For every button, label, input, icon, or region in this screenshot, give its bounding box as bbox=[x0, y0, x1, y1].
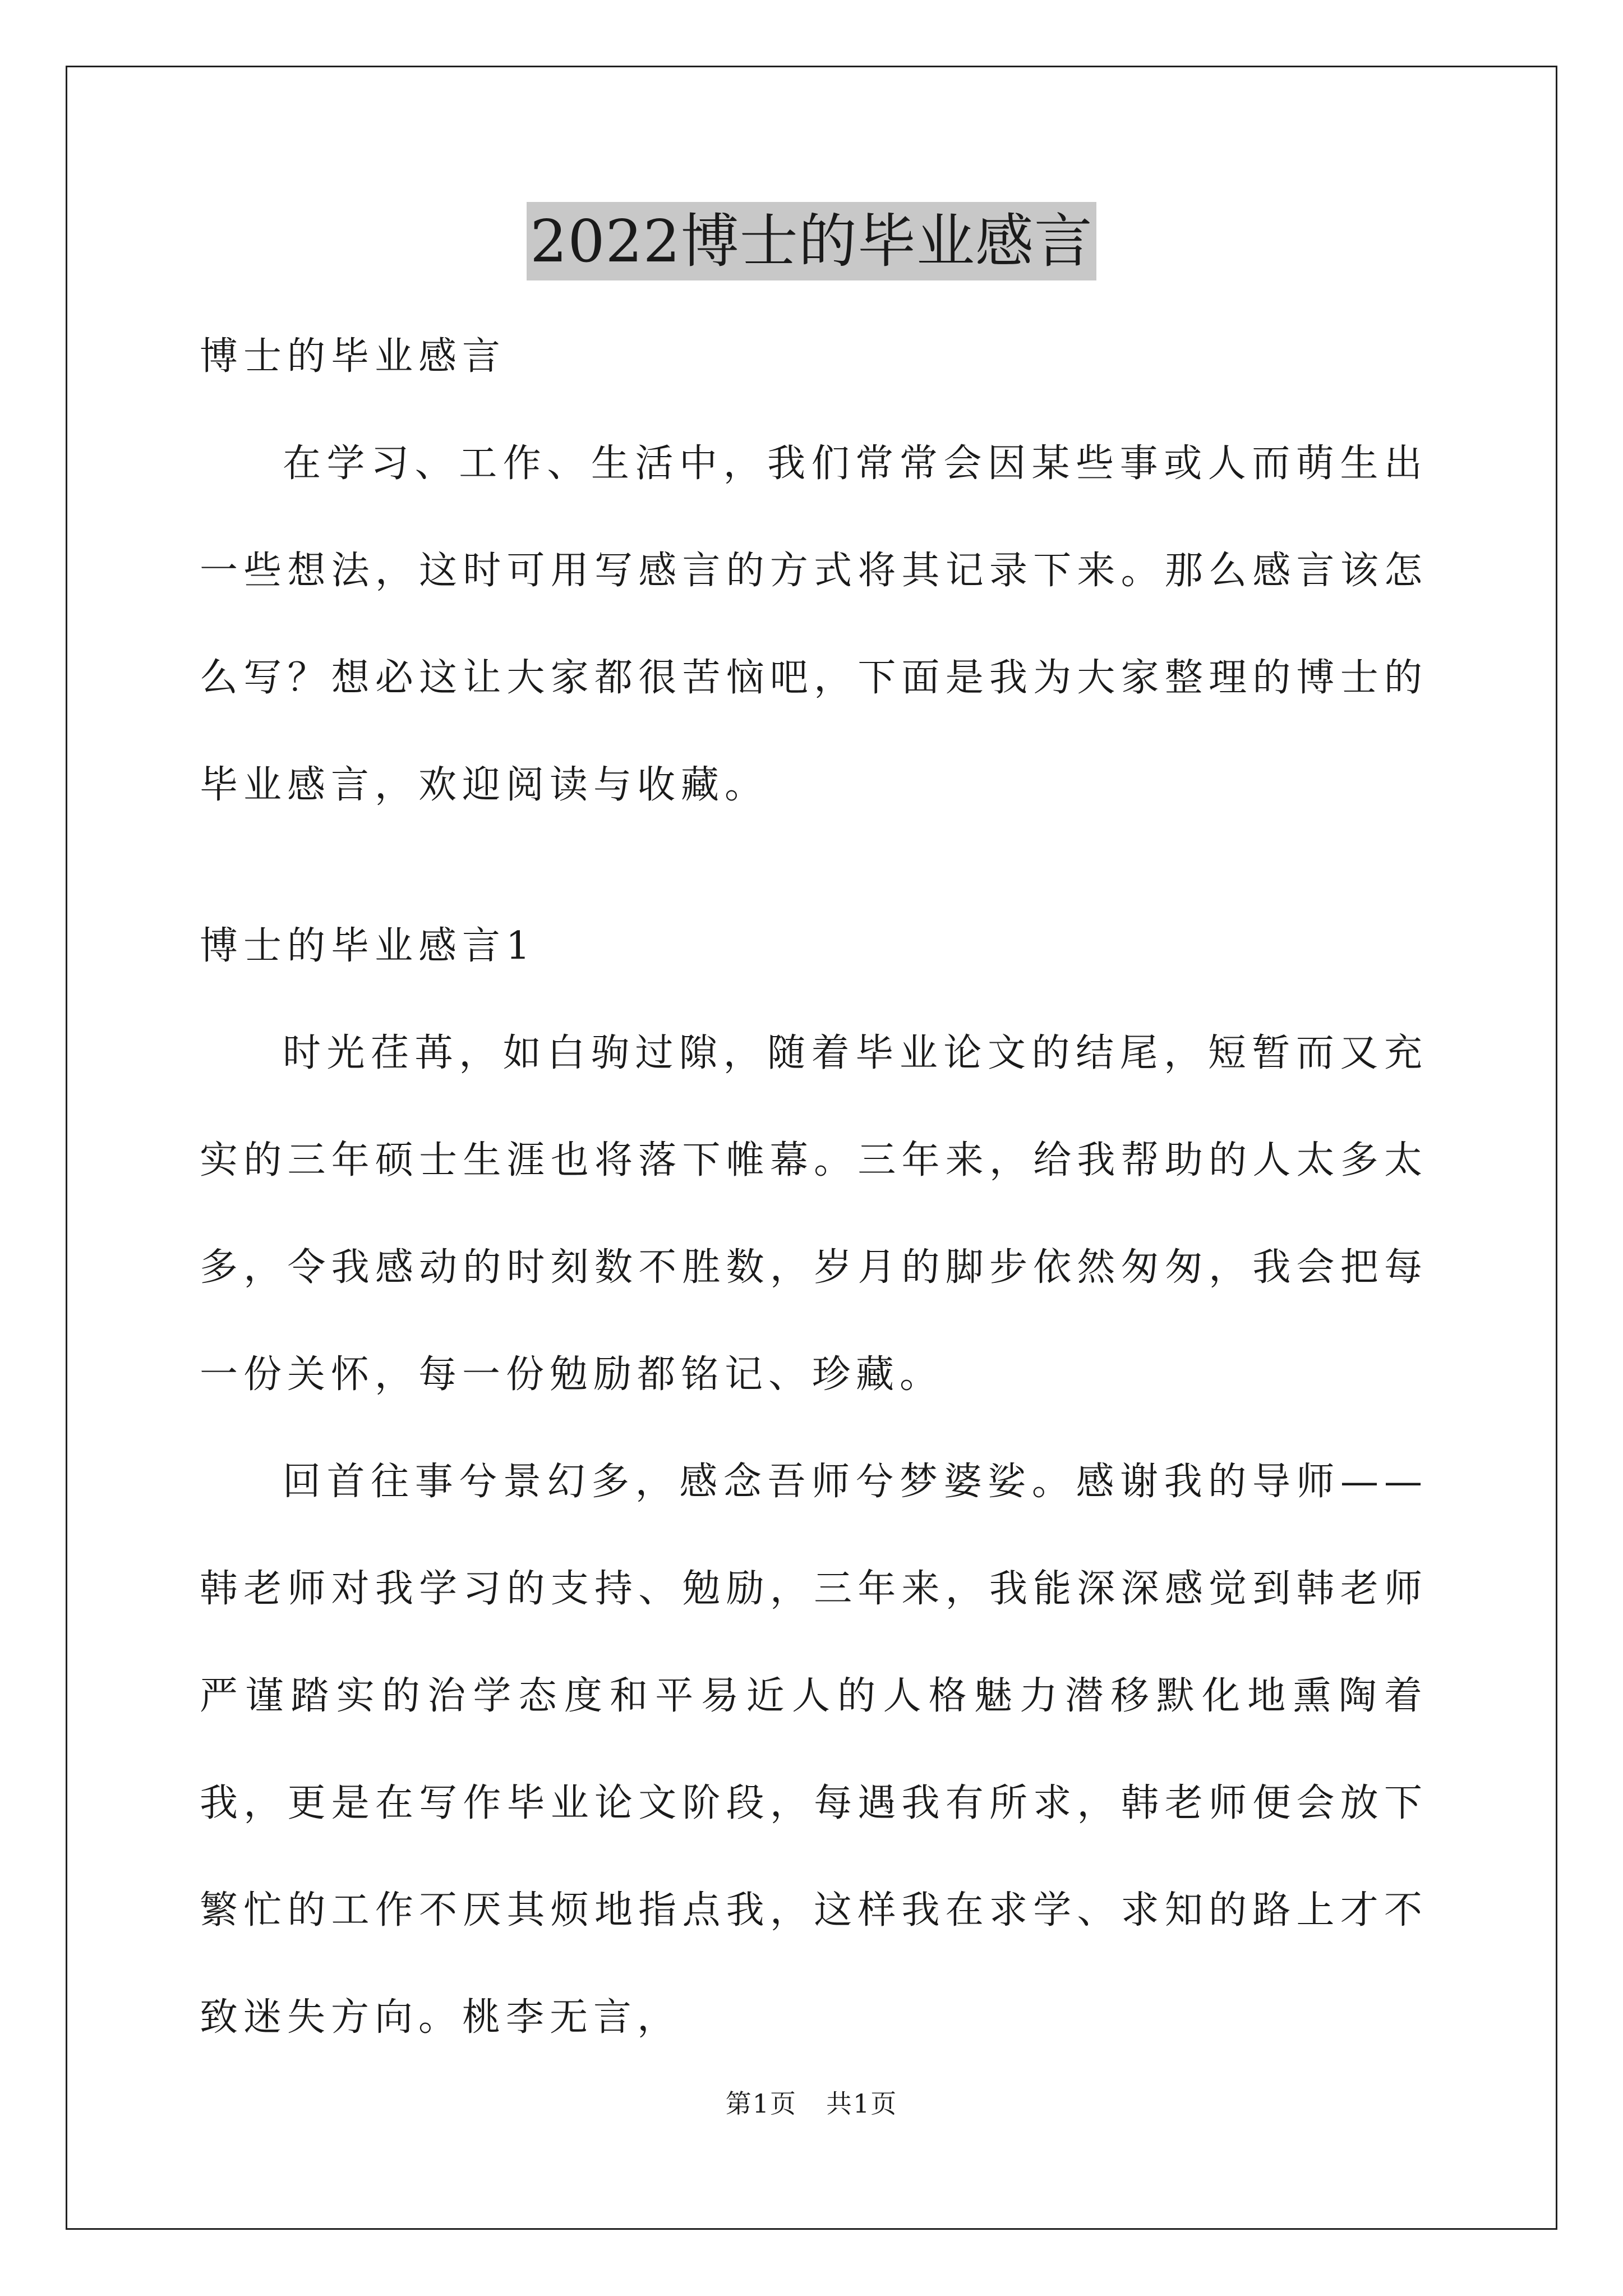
document-title: 2022博士的毕业感言 bbox=[527, 202, 1096, 280]
title-container bbox=[0, 202, 1623, 280]
intro-heading: 博士的毕业感言 bbox=[200, 334, 506, 379]
section1-heading: 博士的毕业感言1 bbox=[200, 924, 536, 968]
section-spacer bbox=[200, 839, 1428, 892]
document-body bbox=[200, 303, 1428, 2071]
section1-paragraph-1: 时光荏苒，如白驹过隙，随着毕业论文的结尾，短暂而又充实的三年硕士生涯也将落下帷幕。三年来，给我帮助的人太多太多，令我感动的时刻数不胜数，岁月的脚步依然匆匆，我会把每一份关怀，每一份勉励都铭记、珍藏。 bbox=[200, 1031, 1428, 1397]
page-footer bbox=[0, 2087, 1623, 2120]
intro-paragraph: 在学习、工作、生活中，我们常常会因某些事或人而萌生出一些想法，这时可用写感言的方式将其记录下来。那么感言该怎么写？想必这让大家都很苦恼吧，下面是我为大家整理的博士的毕业感言，欢迎阅读与收藏。 bbox=[200, 441, 1428, 807]
section1-paragraph-2: 回首往事兮景幻多，感念吾师兮梦婆娑。感谢我的导师——韩老师对我学习的支持、勉励，三年来，我能深深感觉到韩老师严谨踏实的治学态度和平易近人的人格魅力潜移默化地熏陶着我，更是在写作毕业论文阶段，每遇我有所求，韩老师便会放下繁忙的工作不厌其烦地指点我，这样我在求学、求知的路上才不致迷失方向。桃李无言， bbox=[200, 1460, 1428, 2040]
page-number-current: 第1页 bbox=[725, 2088, 797, 2119]
page-number-total: 共1页 bbox=[826, 2088, 898, 2119]
